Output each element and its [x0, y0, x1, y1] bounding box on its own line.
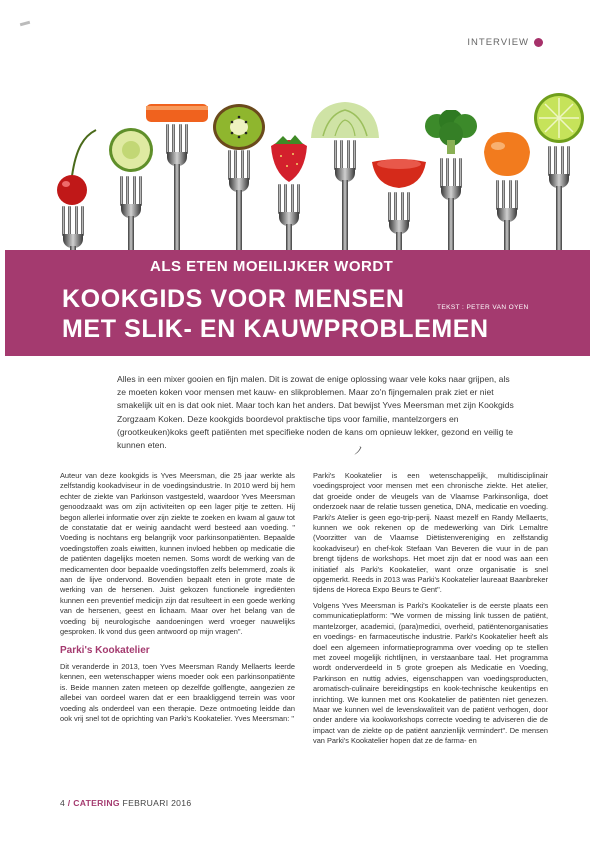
- fork-broccoli: [440, 88, 462, 260]
- carrot-icon: [144, 102, 210, 126]
- byline: TEKST : PETER VAN OYEN: [437, 304, 529, 311]
- footer-slash: /: [67, 798, 71, 808]
- page-number: 4: [60, 798, 66, 808]
- cherry-icon: [54, 128, 114, 188]
- broccoli-icon: [421, 110, 481, 156]
- lime-icon: [533, 92, 585, 144]
- subheading: Parki's Kookatelier: [60, 644, 150, 656]
- column-right: [313, 471, 548, 752]
- fork-cherry: [62, 88, 84, 260]
- kicker: ALS ETEN MOEILIJKER WORDT: [150, 258, 394, 275]
- section-label: [467, 37, 543, 48]
- fork-tomato: [388, 88, 410, 260]
- cucumber-slice-icon: [107, 126, 155, 174]
- kiwi-icon: [212, 102, 266, 152]
- fork-strawberry: [278, 88, 300, 260]
- fork-cucumber: [120, 88, 142, 260]
- intro-paragraph: Alles in een mixer gooien en fijn malen. Dit is zowat de enige oplossing waar vele koks naar grijpen, als ze moeten koken voor mensen met kauw- en slikproblemen. Maar zo'n fijngemalen prak ziet er niet smakelijk uit en is dat ook niet. Maar toch kan het anders. Dat bewijst Yves Meersman met zijn Kookgids Zorgzaam Koken. Deze kookgids boordevol praktische tips voor familie, mantelzorgers en (grootkeuken)koks geeft patiënten met specifieke noden de kans om opnieuw lekker, gezond en veilig te kunnen eten.: [117, 374, 514, 451]
- body-paragraph: Dit veranderde in 2013, toen Yves Meersman Randy Mellaerts leerde kennen, een wetenschapper wiens moeder ook een parkinsonpatiënte is. Beide mannen zaten meteen op dezelfde golflengte, aangezien ze allebei van oordeel waren dat er een braakliggend terrein was voor voeding als onderdeel van een therapie. Deze ontmoeting leidde dan ook vrij snel tot de oprichting van Parki's Kookatelier. Yves Meersman: ": [60, 661, 295, 723]
- magazine-name: CATERING: [73, 798, 120, 808]
- fork-pepper: [496, 88, 518, 260]
- fork-carrot: [166, 88, 188, 260]
- fork-kiwi: [228, 88, 250, 260]
- cabbage-icon: [309, 100, 381, 140]
- fork-cabbage: [334, 88, 356, 260]
- scan-speck: [20, 21, 30, 26]
- body-paragraph: Parki's Kookatelier is een wetenschappelijk, multidisciplinair voedingsproject voor mensen met een chronische ziekte. Het atelier, dat groeide onder de vleugels van de Vlaamse Parkinsonliga, doet onderzoek naar de relatie tussen genetica, DNA, medicatie en voeding. Parki's Atelier is geen ego-trip-perij. Naast mezelf en Randy Mellaerts, kunnen we ook rekenen op de medewerking van Dirk Lemaltre (Voorzitter van de Vlaamse Diëtistenvereniging en zelfstandig kookadviseur) en chef-kok Stefaan Van Beveren die vuur in de pan brengt tijdens de workshops. Het moet zijn dat er nood was aan een initiatief als Parki's Kookatelier, want onze organisatie is snel opgemerkt. Reeds in 2013 was Parki's Kookatelier laureaat Baanbreker tijdens de Horeca Expo Beurs te Gent".: [313, 471, 548, 595]
- tomato-icon: [370, 156, 428, 190]
- section-label-text: INTERVIEW: [467, 37, 529, 48]
- headline-line-2: MET SLIK- EN KAUWPROBLEMEN: [62, 315, 489, 343]
- issue-date: FEBRUARI 2016: [122, 798, 192, 808]
- orange-pepper-icon: [480, 130, 534, 178]
- page-footer: [60, 798, 191, 808]
- body-paragraph: Auteur van deze kookgids is Yves Meersman, die 25 jaar werkte als zelfstandig kookadviseur in de voedingsindustrie. In 2010 werd bij hem echter de ziekte van Parkinson vastgesteld, waardoor Yves Meersman genoodzaakt was om zijn activiteiten op een lager pitje te zetten. Hij begon allerlei informatie over zijn ziekte te zoeken en kwam al gauw tot de constatatie dat er weinig aandacht werd besteed aan voeding. " Voeding is nochtans erg belangrijk voor parkinsonpatiënten. Bepaalde voedingstoffen zoals eiwitten, kunnen invloed hebben op medicatie die de patiënten dagelijks moeten nemen. Soms wordt de werking van de medicamenten door bepaalde voedingstoffen zelfs belemmerd, zoals ik aan de lijve ondervond. Bovendien bepaalt eten in grote mate de werking van de hersenen. Juist gekozen functionele ingrediënten kunnen een preventief medicijn zijn dat resulteert in een goede werking van de hersenen, geest en lichaam. Maar over het belang van de voeding bij neurologische aandoeningen werd vroeger nauwelijks gesproken. Ik vond dus geen antwoord op mijn vragen".: [60, 471, 295, 637]
- strawberry-icon: [265, 132, 313, 184]
- fork-lime: [548, 88, 570, 260]
- column-left: [60, 471, 295, 729]
- headline-line-1: KOOKGIDS VOOR MENSEN: [62, 285, 405, 313]
- section-dot-icon: [534, 38, 543, 47]
- pencil-mark: ノ: [353, 445, 364, 457]
- headline: [62, 284, 572, 344]
- body-paragraph: Volgens Yves Meersman is Parki's Kookatelier is de eerste plaats een communicatieplatform: "We vormen de missing link tussen de patiënt, mantelzorger, academici, (para)medici, overheid, patiëntenorganisaties en voedings- en farmaceutische industrie. Parki's Kookatelier heeft als doel een algemeen informatieprogramma over voeding op te stellen met zoveel mogelijk richtlijnen, in verstaanbare taal. Het programma wordt onderverdeeld in 5 grote groepen als Medicatie en Voeding, Parkinson en nuttig advies, eigenschappen van voedingsproducten, aromatisch-culinaire bereidingstips en kook-technische keukentips en inrichting. We kunnen met ons Kookatelier de patiënten niet genezen. Maar we kunnen wel de levenskwaliteit van de patiënt verhogen, door onder andere via kookworkshops correcte voeding te adviseren die de impact van de ziekte op de patiënt aanzienlijk vermindert". De mensen van Parki's Kookatelier hopen dat ze de farma- en: [313, 600, 548, 746]
- forks-photo: [0, 88, 595, 260]
